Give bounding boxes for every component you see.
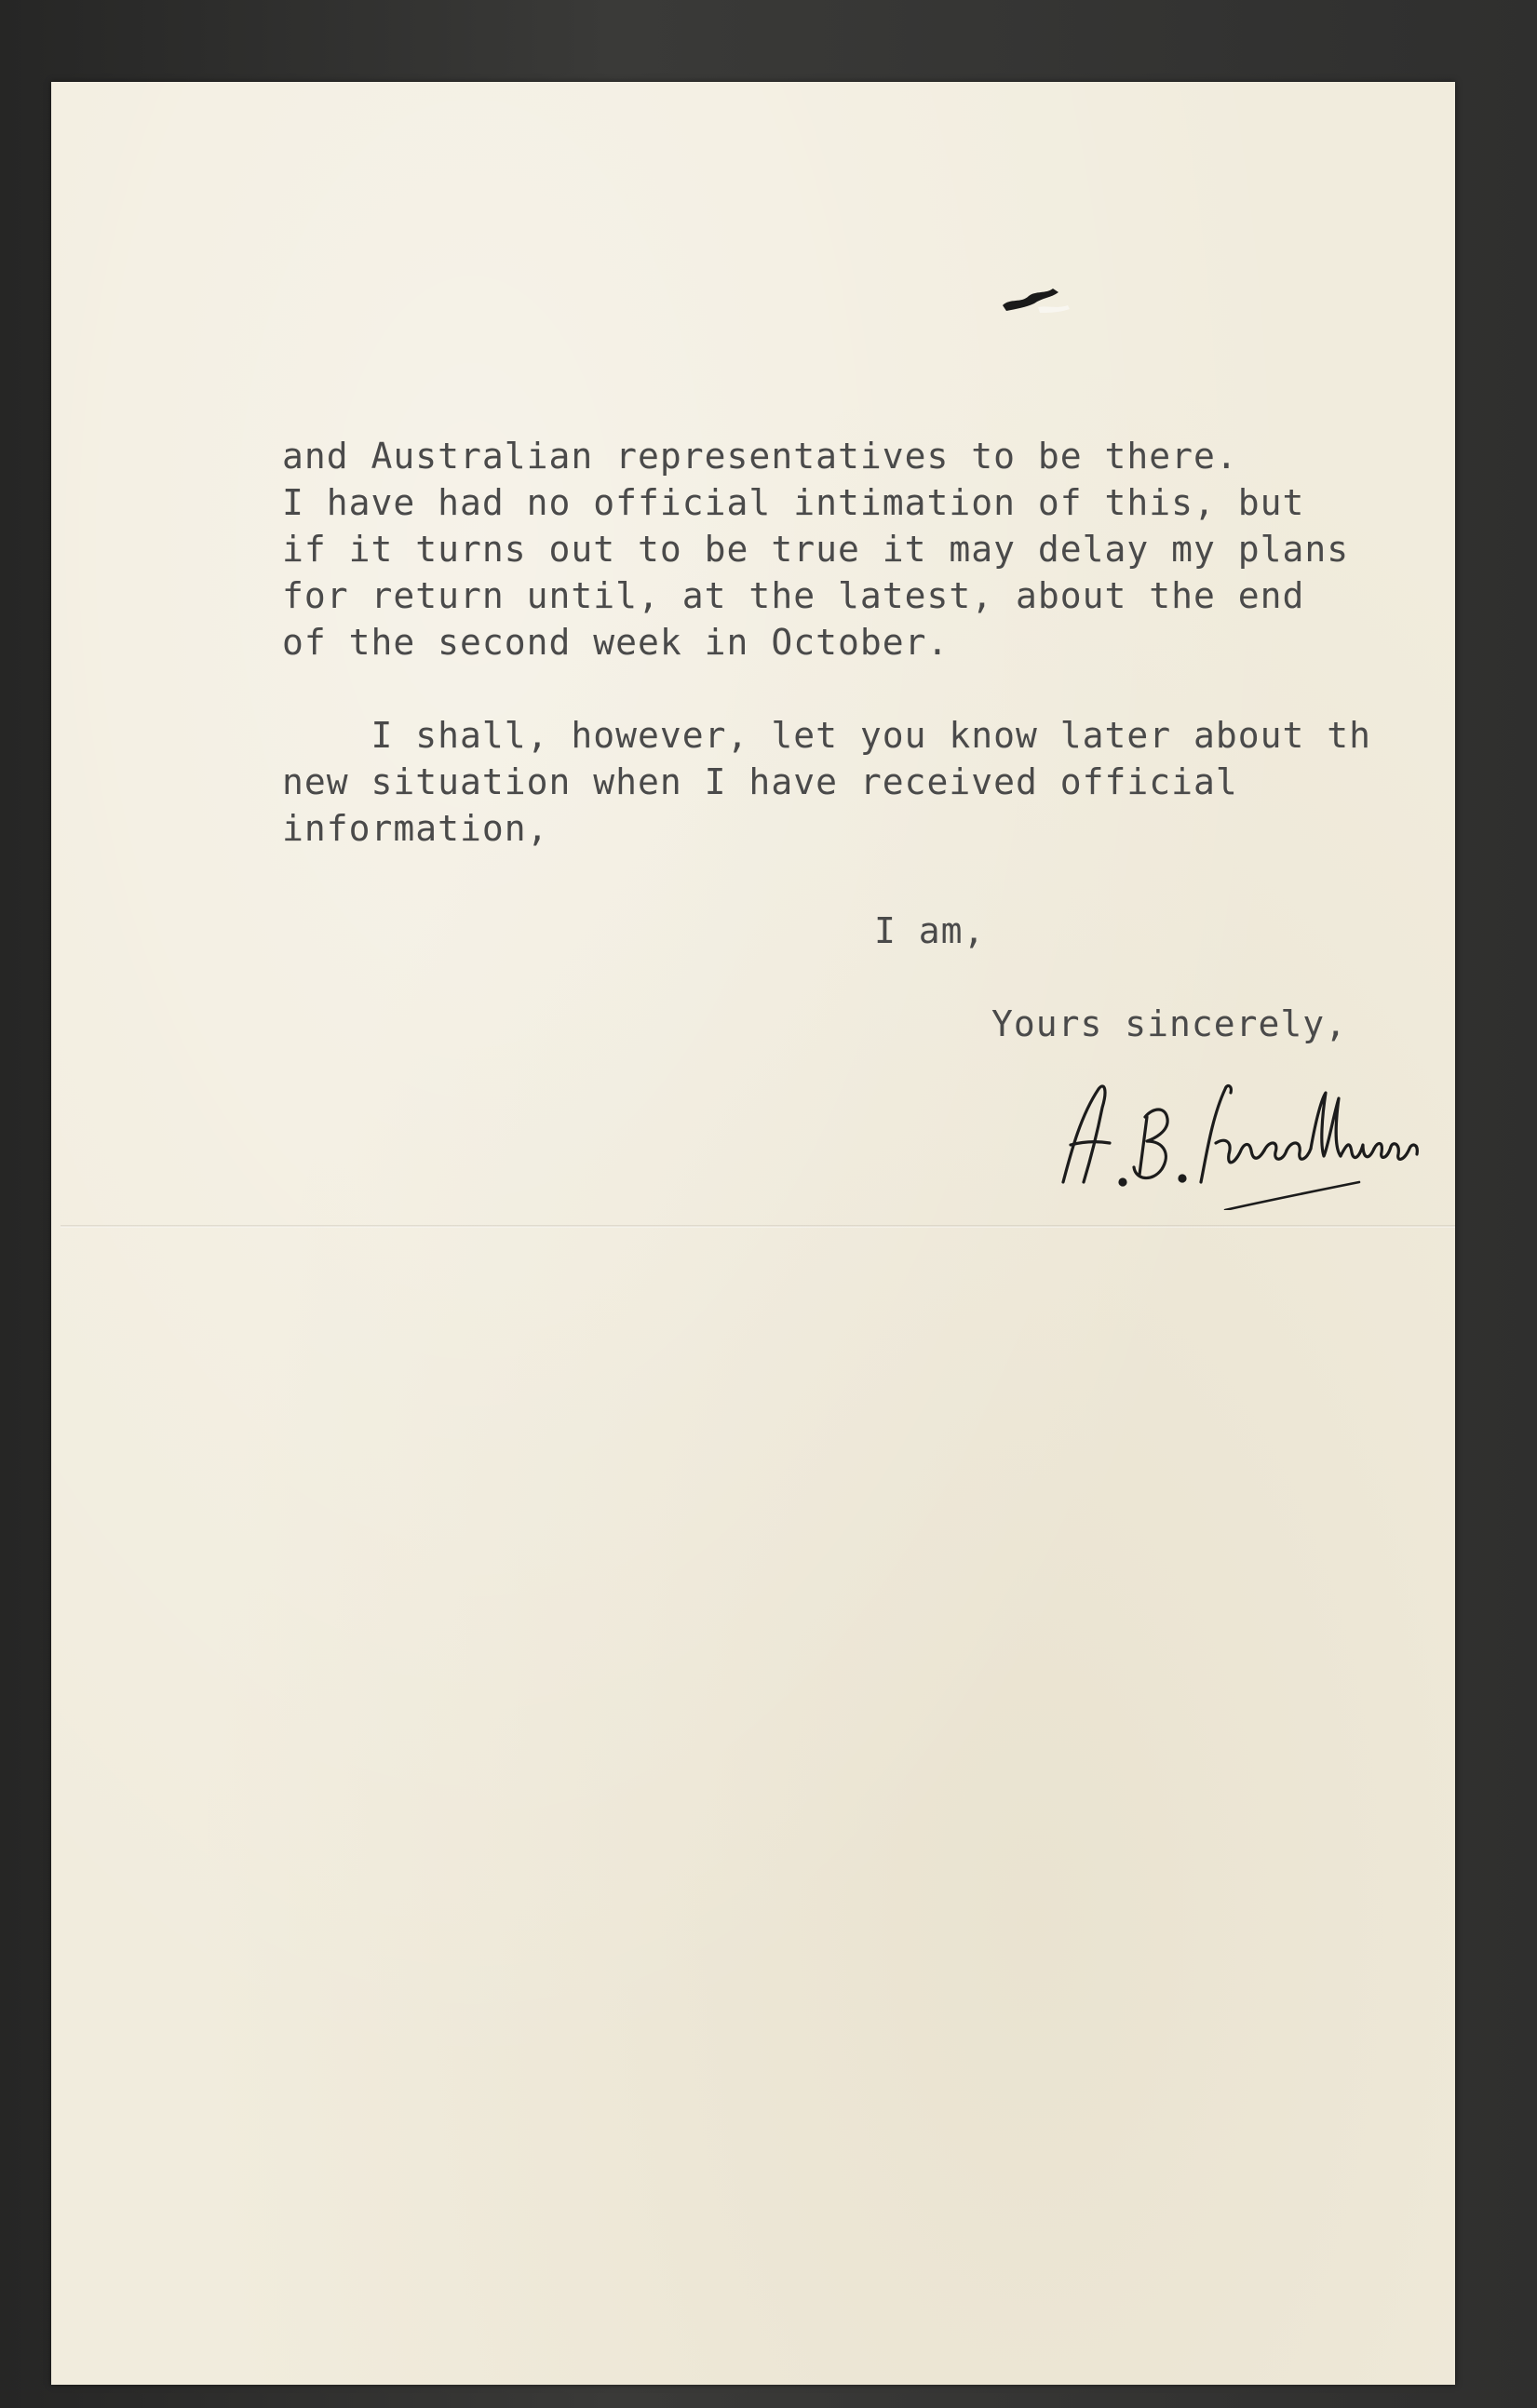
closing-line: I am, — [874, 910, 986, 951]
handwritten-signature — [1043, 1052, 1452, 1210]
body-line: for return until, at the latest, about the end — [282, 575, 1305, 616]
body-line: I have had no official intimation of this, but — [282, 482, 1305, 523]
body-line: of the second week in October. — [282, 622, 950, 663]
body-line: if it turns out to be true it may delay my plans — [282, 529, 1350, 570]
valediction-line: Yours sincerely, — [991, 1003, 1348, 1044]
body-line: information, — [282, 808, 549, 849]
body-line: and Australian representatives to be there. — [282, 436, 1238, 477]
body-line: new situation when I have received official — [282, 761, 1238, 802]
body-line: I shall, however, let you know later about th — [282, 715, 1372, 756]
